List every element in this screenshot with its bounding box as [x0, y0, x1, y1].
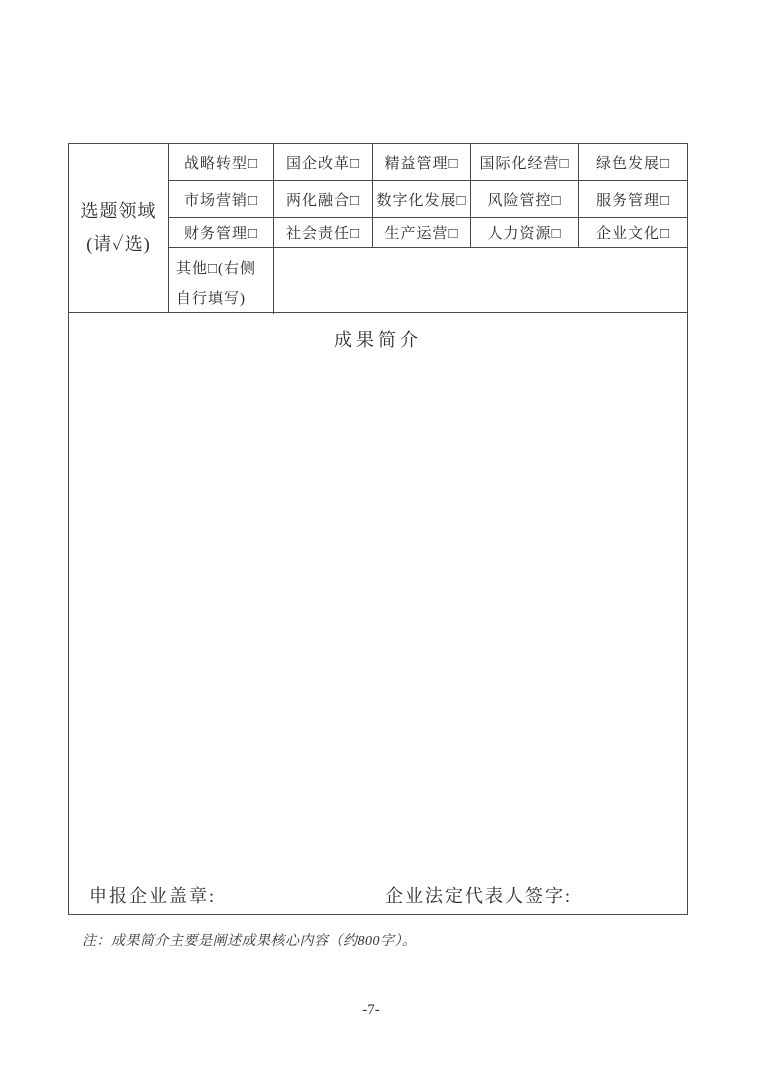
topic-field-label-line1: 选题领域 [80, 201, 157, 221]
topic-option-other-line1: 其他□(右侧 [176, 261, 257, 277]
topic-option[interactable]: 服务管理□ [579, 181, 687, 218]
topic-option[interactable]: 精益管理□ [373, 144, 471, 181]
topic-options-grid [169, 144, 687, 312]
topic-option[interactable]: 国企改革□ [274, 144, 373, 181]
topic-field-label [69, 144, 169, 312]
footnote: 注：成果简介主要是阐述成果核心内容（约800字）。 [82, 934, 417, 949]
topic-option[interactable]: 战略转型□ [169, 144, 274, 181]
summary-content-area[interactable] [79, 358, 677, 874]
topic-option[interactable]: 国际化经营□ [471, 144, 579, 181]
topic-option-other-line2: 自行填写) [176, 291, 246, 307]
legal-representative-signature-label: 企业法定代表人签字: [385, 886, 573, 906]
summary-title: 成果简介 [334, 330, 422, 350]
topic-option[interactable]: 社会责任□ [274, 218, 373, 248]
topic-option[interactable]: 企业文化□ [579, 218, 687, 248]
topic-option[interactable]: 人力资源□ [471, 218, 579, 248]
topic-option[interactable]: 市场营销□ [169, 181, 274, 218]
page-number: -7- [362, 1002, 380, 1018]
topic-selection-section [69, 144, 687, 313]
topic-option[interactable]: 财务管理□ [169, 218, 274, 248]
application-form-table [68, 143, 688, 915]
topic-option[interactable]: 数字化发展□ [373, 181, 471, 218]
company-stamp-label: 申报企业盖章: [89, 886, 217, 906]
summary-section [69, 313, 687, 914]
topic-option[interactable]: 风险管控□ [471, 181, 579, 218]
topic-option[interactable]: 两化融合□ [274, 181, 373, 218]
topic-option-other[interactable] [169, 248, 274, 314]
topic-field-label-line2: (请✓选) [86, 234, 151, 254]
topic-option[interactable]: 生产运营□ [373, 218, 471, 248]
topic-option[interactable]: 绿色发展□ [579, 144, 687, 181]
other-fill-in-cell[interactable] [274, 248, 687, 314]
